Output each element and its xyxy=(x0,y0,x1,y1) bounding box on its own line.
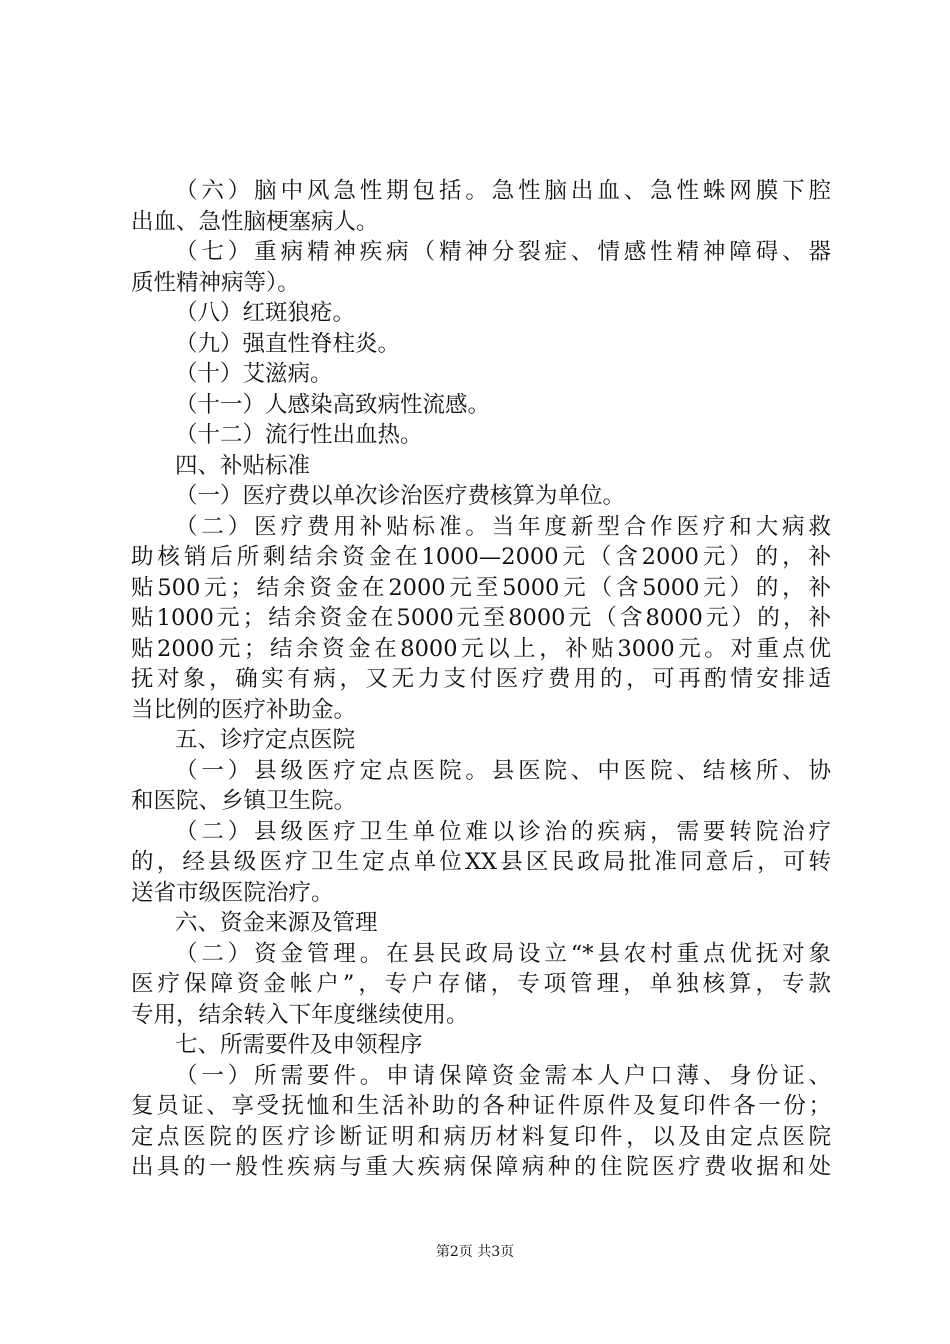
text-line: 医疗保障资金帐户”，专户存储，专项管理，单独核算，专款 xyxy=(131,971,831,997)
text-line: （一）县级医疗定点医院。县医院、中医院、结核所、协 xyxy=(175,757,831,784)
text-line: 质性精神病等）。 xyxy=(131,269,300,296)
text-line: （七）重病精神疾病（精神分裂症、情感性精神障碍、器 xyxy=(175,239,831,265)
text-line: 四、补贴标准 xyxy=(175,452,311,479)
text-line: （六）脑中风急性期包括。急性脑出血、急性蛛网膜下腔 xyxy=(175,178,831,204)
text-line: （八）红斑狼疮。 xyxy=(175,300,356,326)
text-line: 五、诊疗定点医院 xyxy=(175,727,356,753)
text-line: （九）强直性脊柱炎。 xyxy=(175,330,401,357)
document-body xyxy=(131,176,831,1183)
text-line: （二）县级医疗卫生单位难以诊治的疾病，需要转院治疗 xyxy=(175,818,831,845)
text-line: 贴1000元；结余资金在5000元至8000元（含8000元）的，补 xyxy=(131,605,831,631)
text-line: （十二）流行性出血热。 xyxy=(175,422,423,448)
text-line: （十）艾滋病。 xyxy=(175,361,333,387)
text-line: 贴500元；结余资金在2000元至5000元（含5000元）的，补 xyxy=(131,574,831,601)
text-line: 出具的一般性疾病与重大疾病保障病种的住院医疗费收据和处 xyxy=(131,1154,831,1180)
text-line: （十一）人感染高致病性流感。 xyxy=(175,391,491,418)
text-line: 专用，结余转入下年度继续使用。 xyxy=(131,1001,469,1028)
text-line: 当比例的医疗补助金。 xyxy=(131,696,357,723)
text-line: 出血、急性脑梗塞病人。 xyxy=(131,208,379,235)
text-line: 助核销后所剩结余资金在1000—2000元（含2000元）的，补 xyxy=(131,544,831,570)
text-line: 抚对象，确实有病，又无力支付医疗费用的，可再酌情安排适 xyxy=(131,666,831,692)
text-line: 定点医院的医疗诊断证明和病历材料复印件，以及由定点医院 xyxy=(131,1123,831,1150)
page-footer: 第2页 共3页 xyxy=(435,1244,515,1260)
text-line: 复员证、享受抚恤和生活补助的各种证件原件及复印件各一份； xyxy=(131,1093,831,1119)
text-line: （一）医疗费以单次诊治医疗费核算为单位。 xyxy=(175,483,626,509)
text-line: 七、所需要件及申领程序 xyxy=(175,1032,423,1058)
text-line: （二）资金管理。在县民政局设立“*县农村重点优抚对象 xyxy=(175,940,831,967)
text-line: 送省市级医院治疗。 xyxy=(131,879,334,906)
text-line: 六、资金来源及管理 xyxy=(175,910,378,936)
text-line: 的，经县级医疗卫生定点单位XX县区民政局批准同意后，可转 xyxy=(131,849,831,875)
text-line: 和医院、乡镇卫生院。 xyxy=(131,788,357,814)
text-line: 贴2000元；结余资金在8000元以上，补贴3000元。对重点优 xyxy=(131,635,831,662)
text-line: （一）所需要件。申请保障资金需本人户口薄、身份证、 xyxy=(175,1062,831,1089)
text-line: （二）医疗费用补贴标准。当年度新型合作医疗和大病救 xyxy=(175,513,831,540)
